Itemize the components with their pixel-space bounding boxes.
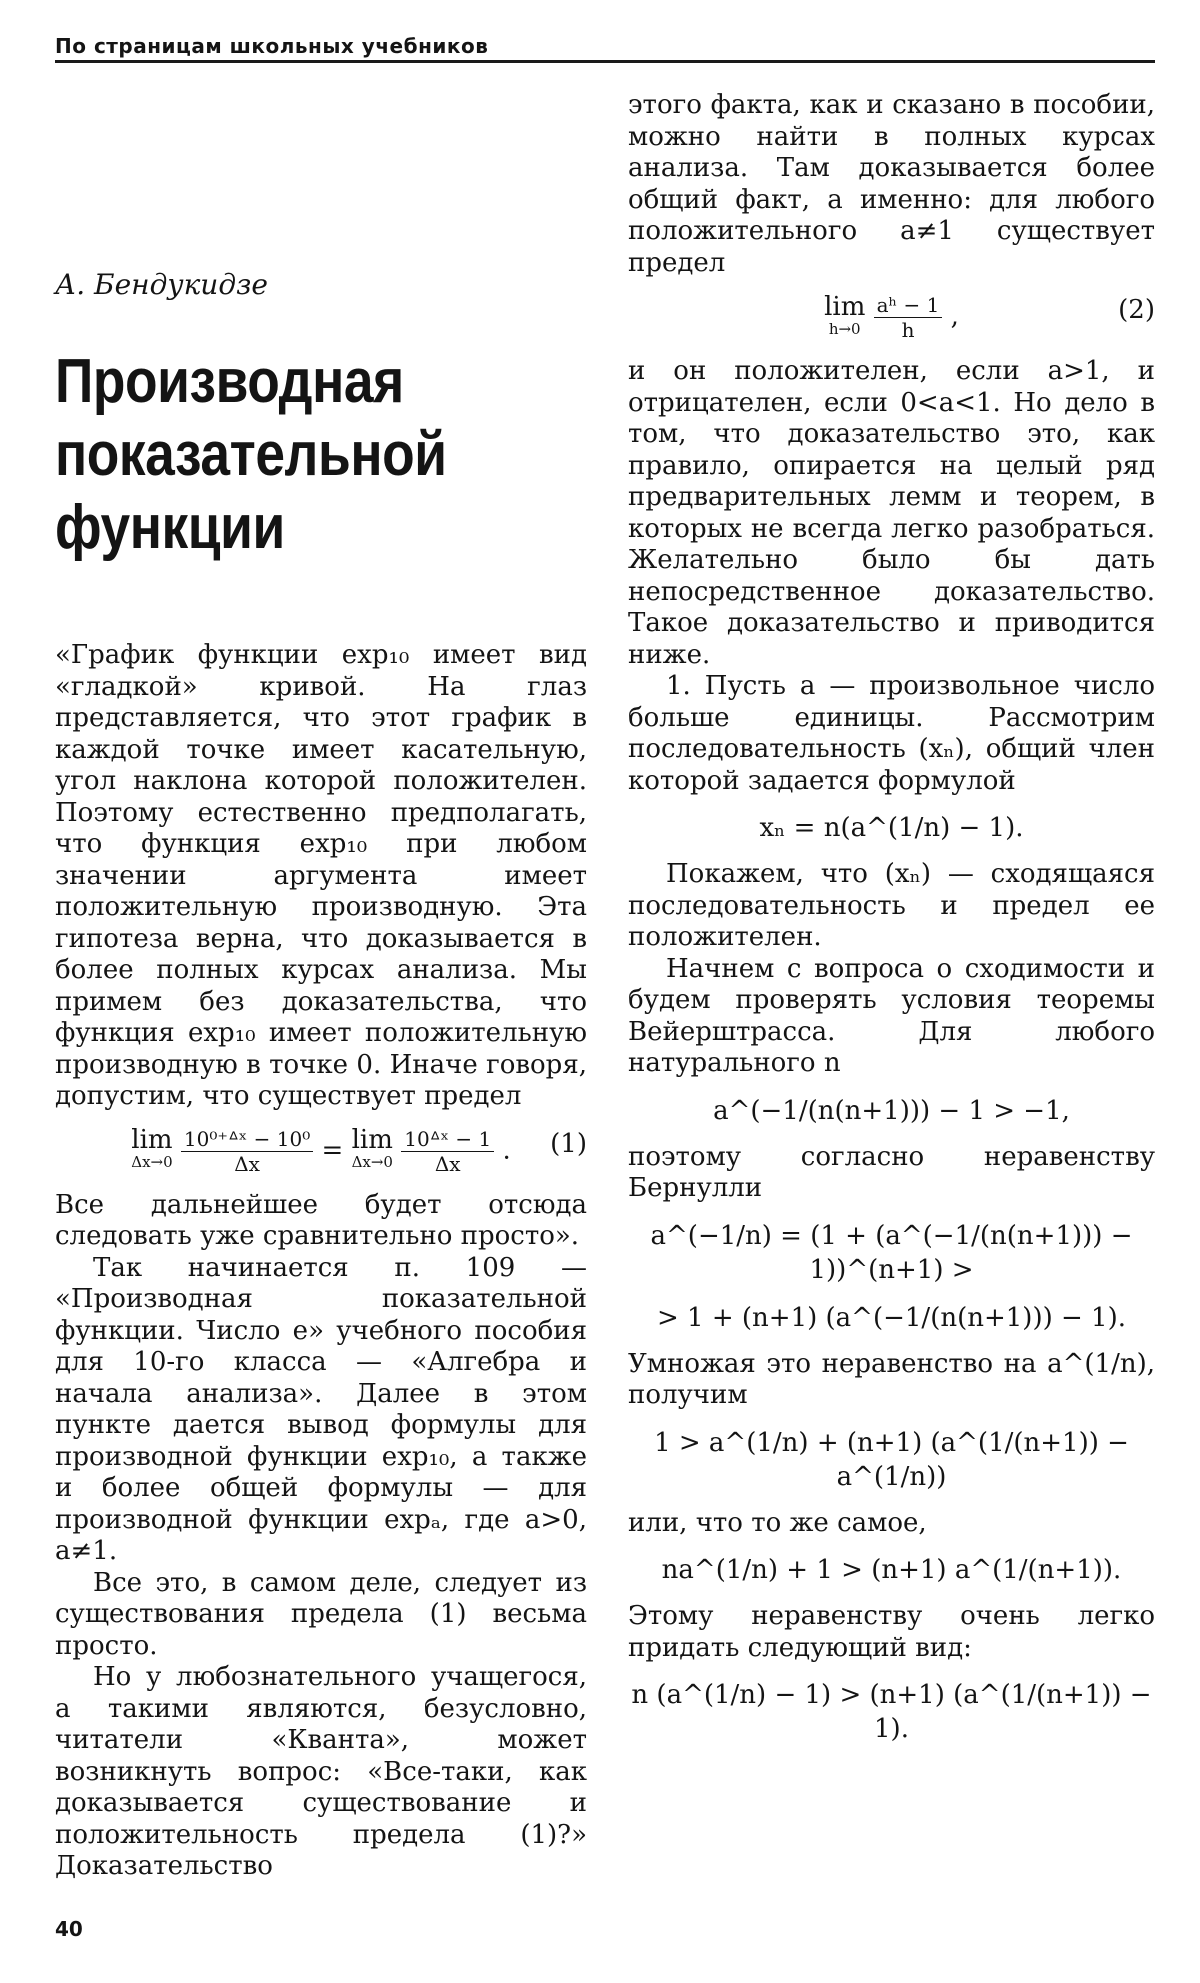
limit: lim Δx→0: [351, 1125, 393, 1171]
formula-5b: > 1 + (n+1) (a^(−1/(n(n+1))) − 1).: [657, 1302, 1126, 1333]
formula-5a: a^(−1/n) = (1 + (a^(−1/(n(n+1))) − 1))^(n+1) >: [650, 1220, 1133, 1285]
fraction: $\frac{\text{aʰ − 1}}{h}$: [874, 293, 943, 342]
fraction: $\frac{\text{10⁰⁺ᐞˣ − 10⁰}}{\Delta x}$: [181, 1127, 313, 1176]
paragraph: Умножая это неравенство на a^(1/n), получим: [628, 1348, 1155, 1410]
paragraph: Покажем, что (xₙ) — сходящаяся последовательность и предел ее положителен.: [628, 859, 1155, 952]
formula-8: n (a^(1/n) − 1) > (n+1) (a^(1/(n+1)) − 1).: [631, 1680, 1152, 1744]
paragraph: Все это, в самом деле, следует из существования предела (1) весьма просто.: [55, 1567, 587, 1661]
paragraph: или, что то же самое,: [628, 1507, 927, 1538]
equation-number: (1): [550, 1128, 587, 1159]
formula-6: 1 > a^(1/n) + (n+1) (a^(1/(n+1)) − a^(1/n)): [654, 1427, 1129, 1492]
formula-3: xₙ = n(a^(1/n) − 1).: [759, 813, 1024, 843]
paragraph: 1. Пусть a — произвольное число больше единицы. Рассмотрим последовательность (xₙ), общий член которой задается формулой: [628, 671, 1155, 796]
running-header: [55, 22, 1155, 63]
paragraph: этого факта, как и сказано в пособии, можно найти в полных курсах анализа. Там доказывается более общий факт, а именно: для любого положительного a≠1 существует предел: [628, 90, 1155, 278]
article-title: Производная показательной функции: [55, 347, 447, 562]
formula-7: na^(1/n) + 1 > (n+1) a^(1/(n+1)).: [661, 1555, 1122, 1585]
right-column: [628, 90, 1155, 1760]
left-column: [55, 640, 587, 1883]
paragraph: Начнем с вопроса о сходимости и будем проверять условия теоремы Вейерштрасса. Для любого натурального n: [628, 953, 1155, 1078]
paragraph: Так начинается п. 109 — «Производная показательной функции. Число e» учебного пособия для 10-го класса — «Алгебра и начала анализа». Далее в этом пункте дается вывод формулы для производной функции exp₁₀, а также и более общей формулы — для производной функции expₐ, где a>0, a≠1.: [55, 1252, 587, 1566]
formula-1: lim Δx→0 $\frac{\text{10⁰⁺ᐞˣ − 10⁰}}{\Delta x}$ = lim Δx→0 $\frac{\text{10ᐞˣ − 1}}{\Delta x}$ . (1): [131, 1125, 587, 1176]
formula-4: a^(−1/(n(n+1))) − 1 > −1,: [713, 1095, 1070, 1126]
equation-number: (2): [1118, 295, 1155, 325]
limit: lim Δx→0: [131, 1125, 173, 1171]
page-number: 40: [55, 1917, 83, 1941]
paragraph: «График функции exp₁₀ имеет вид «гладкой» кривой. На глаз представляется, что этот график в каждой точке имеет касательную, угол наклона которой положителен. Поэтому естественно предполагать, что функция exp₁₀ при любом значении аргумента имеет положительную производную. Эта гипотеза верна, что доказывается в более полных курсах анализа. Мы примем без доказательства, что функция exp₁₀ имеет положительную производную в точке 0. Иначе говоря, допустим, что существует предел: [55, 640, 587, 1111]
paragraph: и он положителен, если a>1, и отрицателен, если 0<a<1. Но дело в том, что доказательство это, как правило, опирается на целый ряд предварительных лемм и теорем, в которых не всегда легко разобраться. Желательно было бы дать непосредственное доказательство. Такое доказательство и приводится ниже.: [628, 356, 1155, 670]
section-title: По страницам школьных учебников: [55, 34, 489, 58]
formula-2: lim h→0 $\frac{\text{aʰ − 1}}{h}$ , (2): [824, 291, 1155, 342]
paragraph: Все дальнейшее будет отсюда следовать уже сравнительно просто».: [55, 1189, 587, 1251]
paragraph: Этому неравенству очень легко придать следующий вид:: [628, 1601, 1155, 1663]
limit: lim h→0: [824, 291, 866, 338]
paragraph: Но у любознательного учащегося, а такими являются, безусловно, читатели «Кванта», может возникнуть вопрос: «Все-таки, как доказывается существование и положительность предела (1)?» Доказательство: [55, 1662, 587, 1881]
author: А. Бендукидзе: [55, 268, 268, 301]
paragraph: поэтому согласно неравенству Бернулли: [628, 1141, 1155, 1203]
fraction: $\frac{\text{10ᐞˣ − 1}}{\Delta x}$: [401, 1127, 494, 1176]
